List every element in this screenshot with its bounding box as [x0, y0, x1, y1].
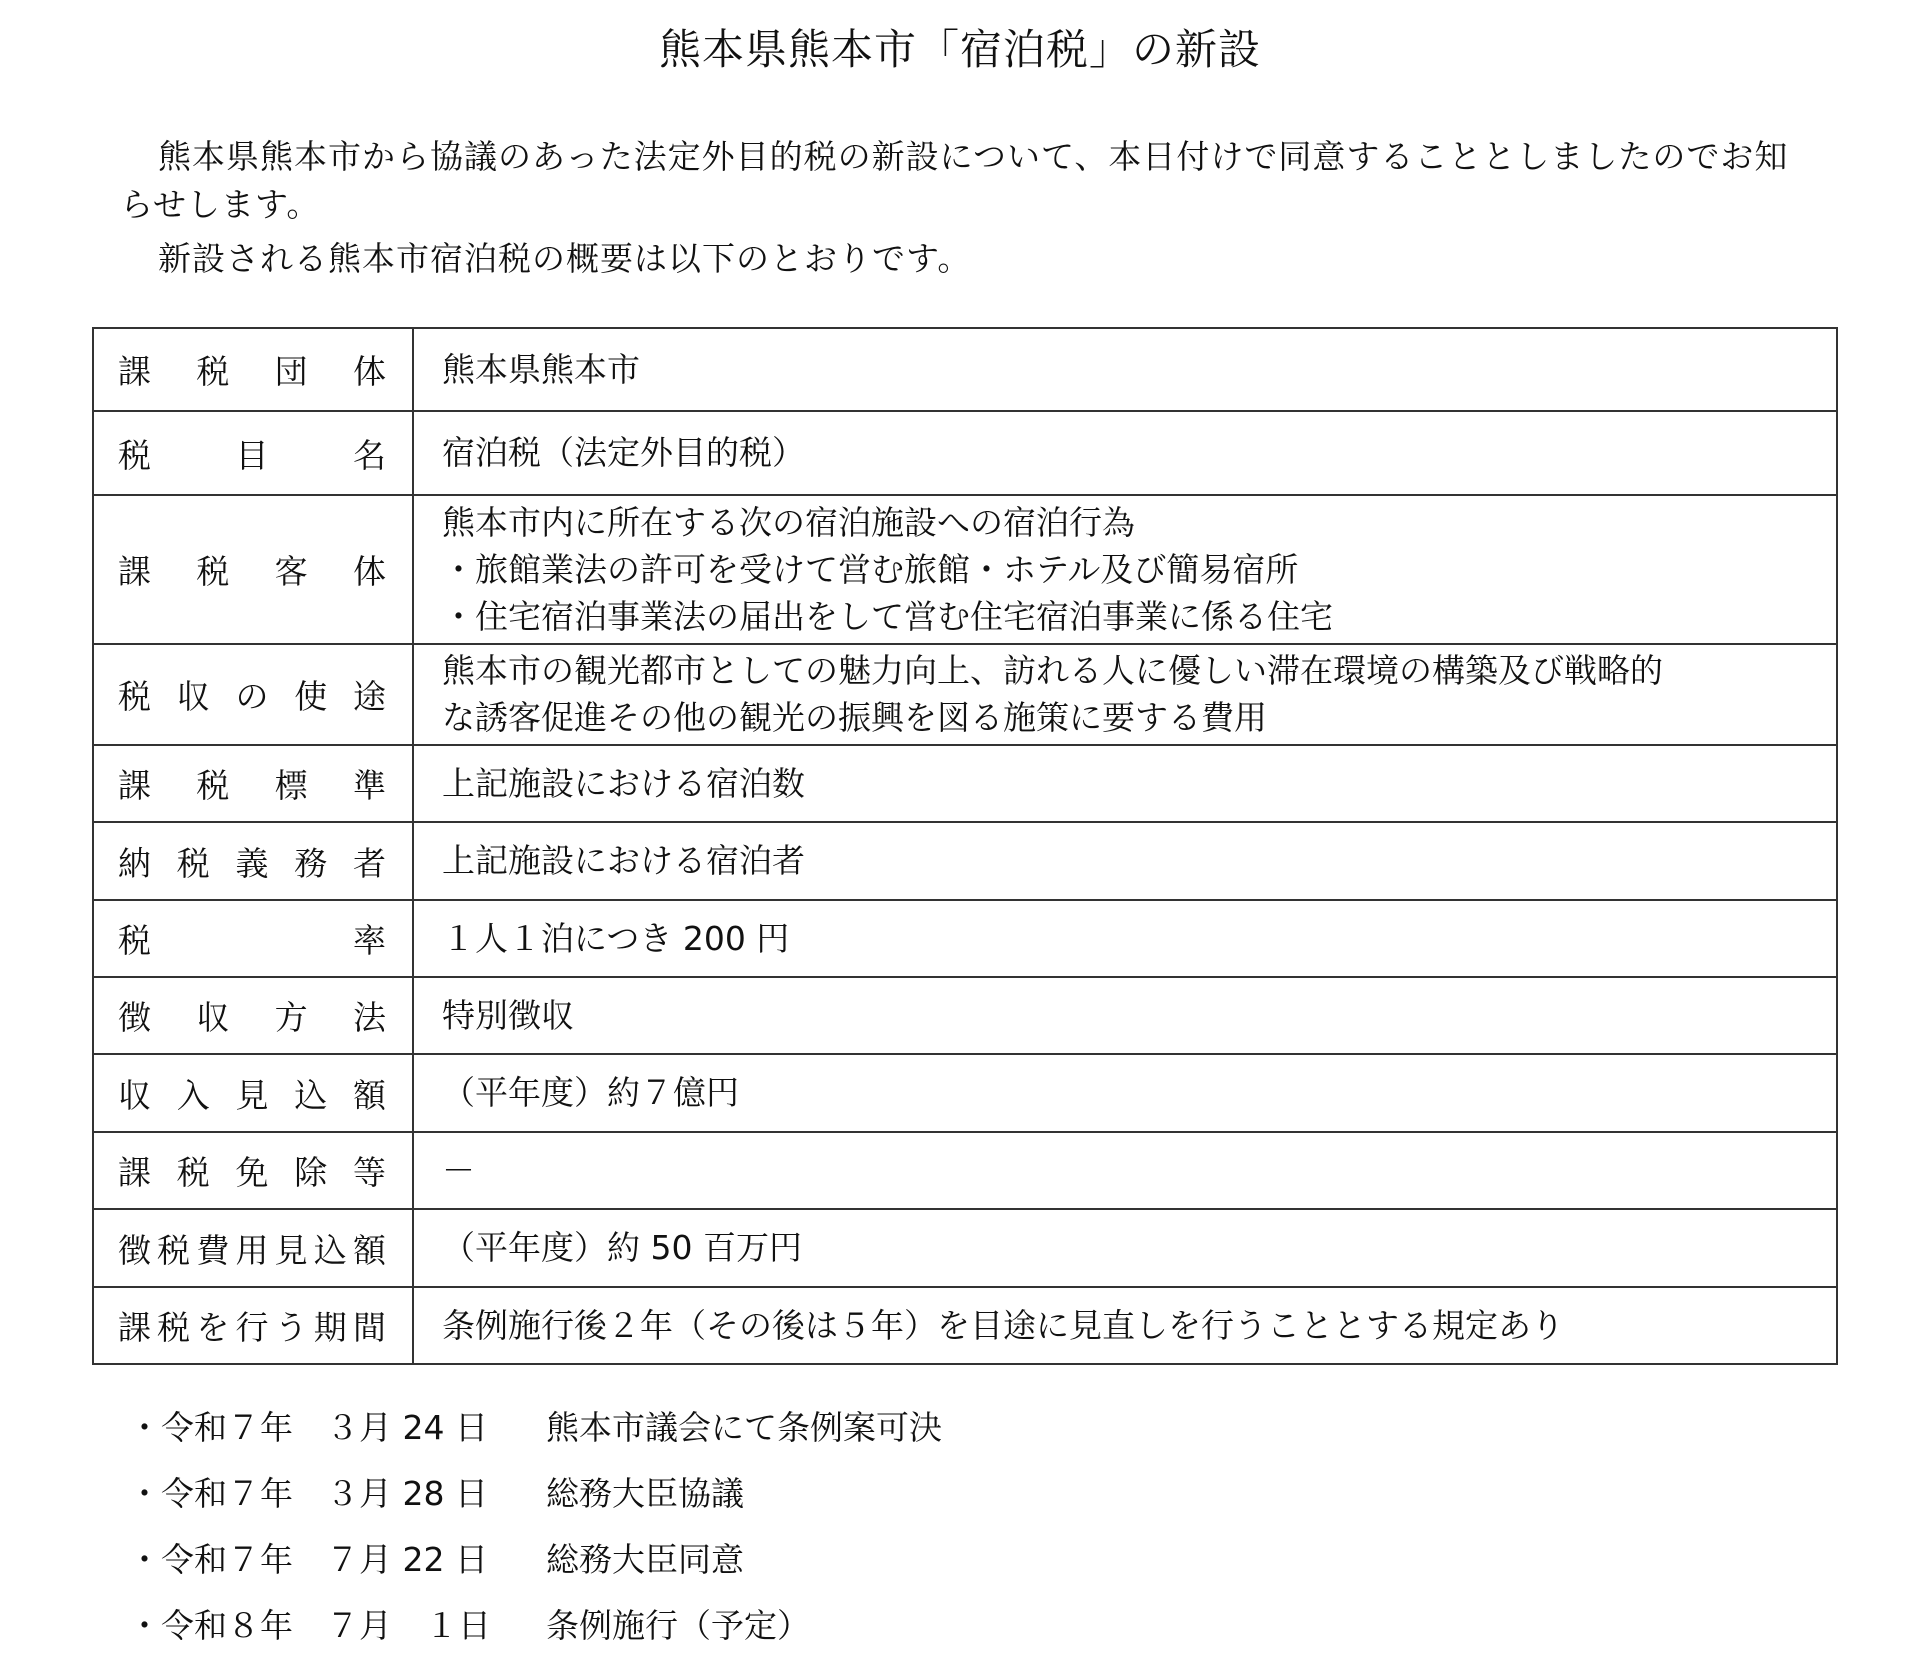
- timeline-date: ・令和７年 ３月 28 日: [128, 1474, 488, 1513]
- label-char: 収: [196, 998, 230, 1037]
- row-value: [413, 495, 1837, 644]
- row-value-line: な誘客促進その他の観光の振興を図る施策に要する費用: [442, 697, 1267, 737]
- row-label: [93, 495, 413, 644]
- row-label-text: [118, 546, 386, 593]
- tax-summary-table: [92, 327, 1838, 1365]
- label-char: 見: [274, 1230, 308, 1270]
- table-row: [93, 1287, 1837, 1364]
- table-row: [93, 1132, 1837, 1209]
- row-label: [93, 822, 413, 900]
- label-char: 税: [196, 766, 230, 805]
- table-row: [93, 1054, 1837, 1132]
- row-value-line: 宿泊税（法定外目的税）: [442, 433, 805, 472]
- row-label: [93, 411, 413, 495]
- timeline-date: ・令和８年 ７月 １日: [128, 1606, 491, 1645]
- row-value: [413, 644, 1837, 745]
- timeline-item: [128, 1593, 942, 1659]
- row-value-line: 上記施設における宿泊者: [442, 841, 805, 880]
- label-char: う: [274, 1308, 308, 1347]
- table-row: [93, 411, 1837, 495]
- label-char: 課: [118, 1153, 151, 1192]
- label-char: 準: [352, 766, 386, 805]
- timeline-date: ・令和７年 ３月 24 日: [128, 1408, 488, 1447]
- label-char: 体: [352, 352, 386, 391]
- row-value: [413, 745, 1837, 822]
- label-char: 額: [352, 1230, 386, 1270]
- label-char: 等: [353, 1153, 386, 1192]
- label-char: 間: [352, 1308, 386, 1347]
- intro-paragraph-1: 熊本県熊本市から協議のあった法定外目的税の新設について、本日付けで同意することとしましたのでお知らせします。: [120, 137, 1789, 224]
- label-char: 団: [274, 352, 308, 391]
- row-label-text: [118, 1225, 386, 1272]
- row-value-line: （平年度）約 50 百万円: [442, 1228, 802, 1267]
- row-value-line: 熊本県熊本市: [442, 349, 640, 389]
- row-value: [413, 411, 1837, 495]
- label-char: 税: [176, 1153, 210, 1192]
- label-char: 額: [353, 1075, 386, 1115]
- row-label-text: [118, 346, 386, 393]
- row-label-text: [118, 1070, 386, 1117]
- label-char: 途: [353, 677, 386, 716]
- row-value: [413, 900, 1837, 977]
- label-char: 使: [294, 677, 328, 716]
- label-char: 行: [235, 1308, 269, 1347]
- row-label-text: [118, 430, 386, 477]
- row-value-line: 特別徴収: [442, 995, 574, 1035]
- row-value-line: （平年度）約７億円: [442, 1073, 739, 1112]
- row-label: [93, 644, 413, 745]
- row-value: [413, 1132, 1837, 1209]
- row-label: [93, 900, 413, 977]
- intro-paragraph-2: 新設される熊本市宿泊税の概要は以下のとおりです。: [158, 239, 972, 278]
- label-char: 込: [294, 1075, 328, 1115]
- label-char: 体: [352, 552, 386, 591]
- row-value: [413, 1287, 1837, 1364]
- row-value-line: 条例施行後２年（その後は５年）を目途に見直しを行うこととする規定あり: [442, 1305, 1564, 1345]
- row-label: [93, 1054, 413, 1132]
- table-row: [93, 822, 1837, 900]
- label-char: 務: [294, 843, 328, 883]
- row-label: [93, 1287, 413, 1364]
- label-char: 義: [235, 843, 269, 883]
- table-row: [93, 977, 1837, 1054]
- row-value: [413, 1054, 1837, 1132]
- timeline-event: 熊本市議会にて条例案可決: [546, 1408, 942, 1447]
- timeline-item: [128, 1461, 942, 1527]
- row-value: [413, 1209, 1837, 1287]
- row-value: [413, 977, 1837, 1054]
- label-char: 客: [274, 552, 308, 591]
- label-char: 目: [235, 435, 269, 475]
- row-value-line: 上記施設における宿泊数: [442, 763, 805, 803]
- row-label-text: [118, 915, 386, 962]
- page-title: 熊本県熊本市「宿泊税」の新設: [658, 25, 1261, 74]
- table-row: [93, 644, 1837, 745]
- label-char: 用: [235, 1230, 269, 1270]
- label-char: 方: [274, 998, 308, 1037]
- timeline-event: 総務大臣同意: [546, 1540, 744, 1579]
- timeline-event: 条例施行（予定）: [546, 1606, 810, 1645]
- label-char: 期: [313, 1308, 347, 1347]
- label-char: を: [196, 1308, 230, 1347]
- timeline-list: [128, 1395, 942, 1659]
- row-label: [93, 328, 413, 411]
- row-value: [413, 822, 1837, 900]
- row-value-line: 熊本市内に所在する次の宿泊施設への宿泊行為: [442, 503, 1135, 542]
- timeline-item: [128, 1527, 942, 1593]
- row-label: [93, 1209, 413, 1287]
- label-char: 除: [294, 1153, 328, 1192]
- row-label: [93, 977, 413, 1054]
- table-row: [93, 900, 1837, 977]
- label-char: 課: [118, 552, 151, 591]
- label-char: 率: [353, 921, 386, 960]
- timeline-item: [128, 1395, 942, 1461]
- table-row: [93, 495, 1837, 644]
- row-value-line: 熊本市の観光都市としての魅力向上、訪れる人に優しい滞在環境の構築及び戦略的: [442, 651, 1663, 690]
- label-char: 税: [118, 677, 151, 716]
- row-value-line: ・旅館業法の許可を受けて営む旅館・ホテル及び簡易宿所: [442, 550, 1299, 589]
- label-char: 見: [235, 1075, 269, 1115]
- label-char: 税: [157, 1230, 191, 1270]
- label-char: 込: [313, 1230, 347, 1270]
- row-label: [93, 745, 413, 822]
- timeline-date: ・令和７年 ７月 22 日: [128, 1540, 488, 1579]
- label-char: 課: [118, 1308, 151, 1347]
- label-char: 標: [274, 766, 308, 805]
- row-label: [93, 1132, 413, 1209]
- label-char: 収: [118, 1075, 151, 1115]
- label-char: 課: [118, 766, 151, 805]
- label-char: 税: [196, 352, 230, 391]
- label-char: 免: [235, 1153, 269, 1192]
- label-char: の: [235, 677, 269, 716]
- row-value: [413, 328, 1837, 411]
- row-label-text: [118, 671, 386, 718]
- table-row: [93, 745, 1837, 822]
- label-char: 法: [352, 998, 386, 1037]
- label-char: 収: [176, 677, 210, 716]
- label-char: 徴: [118, 998, 151, 1037]
- row-label-text: [118, 838, 386, 885]
- timeline-event: 総務大臣協議: [546, 1474, 744, 1513]
- row-label-text: [118, 1302, 386, 1349]
- label-char: 入: [176, 1075, 210, 1115]
- label-char: 費: [196, 1230, 230, 1270]
- row-label-text: [118, 760, 386, 807]
- row-value-line: －: [442, 1150, 475, 1190]
- label-char: 税: [118, 921, 151, 960]
- row-label-text: [118, 992, 386, 1039]
- row-value-line: １人１泊につき 200 円: [442, 918, 790, 958]
- label-char: 課: [118, 352, 151, 391]
- label-char: 税: [196, 552, 230, 591]
- label-char: 者: [353, 843, 386, 883]
- table-row: [93, 1209, 1837, 1287]
- label-char: 納: [118, 843, 151, 883]
- row-value-line: ・住宅宿泊事業法の届出をして営む住宅宿泊事業に係る住宅: [442, 597, 1333, 636]
- table-row: [93, 328, 1837, 411]
- label-char: 税: [176, 843, 210, 883]
- row-label-text: [118, 1147, 386, 1194]
- label-char: 税: [157, 1308, 191, 1347]
- label-char: 名: [353, 435, 386, 475]
- label-char: 徴: [118, 1230, 151, 1270]
- label-char: 税: [118, 435, 151, 475]
